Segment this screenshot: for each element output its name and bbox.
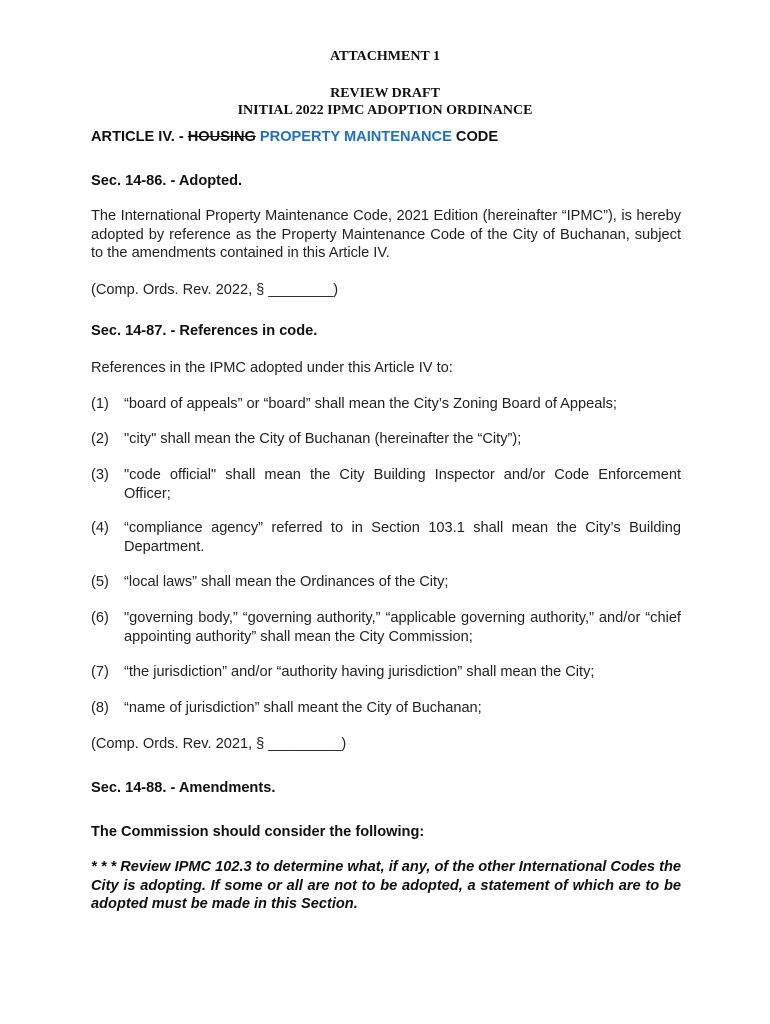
article-suffix: CODE [451, 129, 499, 145]
section-88-heading: Sec. 14-88. - Amendments. [91, 780, 276, 796]
list-item-text: “board of appeals” or “board” shall mean the City’s Zoning Board of Appeals; [124, 396, 617, 412]
section-87-citation: (Comp. Ords. Rev. 2021, § _________) [91, 736, 347, 752]
list-item [91, 430, 681, 449]
article-prefix: ARTICLE IV. - [91, 129, 188, 145]
review-note: * * * Review IPMC 102.3 to determine what, if any, of the other International Codes the City is adopting. If some or all are not to be adopted, a statement of which are to be adopted must be made in this Section. [91, 859, 681, 912]
list-item-text: “compliance agency” referred to in Section 103.1 shall mean the City’s Building Department. [124, 520, 681, 555]
list-item [91, 663, 681, 682]
list-item-text: "governing body,” “governing authority,” “applicable governing authority,” and/or “chief appointing authority” shall mean the City Commission; [124, 610, 681, 645]
list-item-number: (7) [91, 664, 109, 680]
commission-consider-label: The Commission should consider the following: [91, 824, 425, 840]
article-heading [91, 128, 681, 147]
list-item-number: (2) [91, 431, 109, 447]
review-draft-label: REVIEW DRAFT [330, 86, 440, 101]
struck-word: HOUSING [187, 129, 256, 145]
list-item-number: (5) [91, 574, 109, 590]
list-item-text: "city" shall mean the City of Buchanan (hereinafter the “City”); [124, 431, 522, 447]
section-87-heading: Sec. 14-87. - References in code. [91, 323, 318, 339]
section-87-intro: References in the IPMC adopted under this Article IV to: [91, 360, 453, 376]
list-item-text: “the jurisdiction” and/or “authority having jurisdiction” shall mean the City; [124, 664, 595, 680]
list-item [91, 519, 681, 556]
section-86-body: The International Property Maintenance Code, 2021 Edition (hereinafter “IPMC”), is hereby adopted by reference as the Property Maintenance Code of the City of Buchanan, subject to the amendments contained in this Article IV. [91, 208, 681, 261]
list-item [91, 466, 681, 503]
list-item [91, 573, 681, 592]
list-item-text: "code official" shall mean the City Building Inspector and/or Code Enforcement Officer; [124, 467, 681, 502]
list-item-number: (8) [91, 700, 109, 716]
list-item-number: (6) [91, 610, 109, 626]
list-item-number: (3) [91, 467, 109, 483]
section-86-citation: (Comp. Ords. Rev. 2022, § ________) [91, 282, 339, 298]
list-item [91, 699, 681, 718]
list-item-number: (1) [91, 396, 109, 412]
list-item-number: (4) [91, 520, 109, 536]
inserted-text: PROPERTY MAINTENANCE [255, 129, 452, 145]
section-86-heading: Sec. 14-86. - Adopted. [91, 173, 243, 189]
ordinance-title: INITIAL 2022 IPMC ADOPTION ORDINANCE [237, 103, 533, 118]
list-item [91, 609, 681, 646]
list-item-text: “name of jurisdiction” shall meant the City of Buchanan; [124, 700, 482, 716]
list-item-text: “local laws” shall mean the Ordinances of the City; [124, 574, 449, 590]
attachment-label: ATTACHMENT 1 [329, 49, 441, 64]
list-item [91, 395, 681, 414]
